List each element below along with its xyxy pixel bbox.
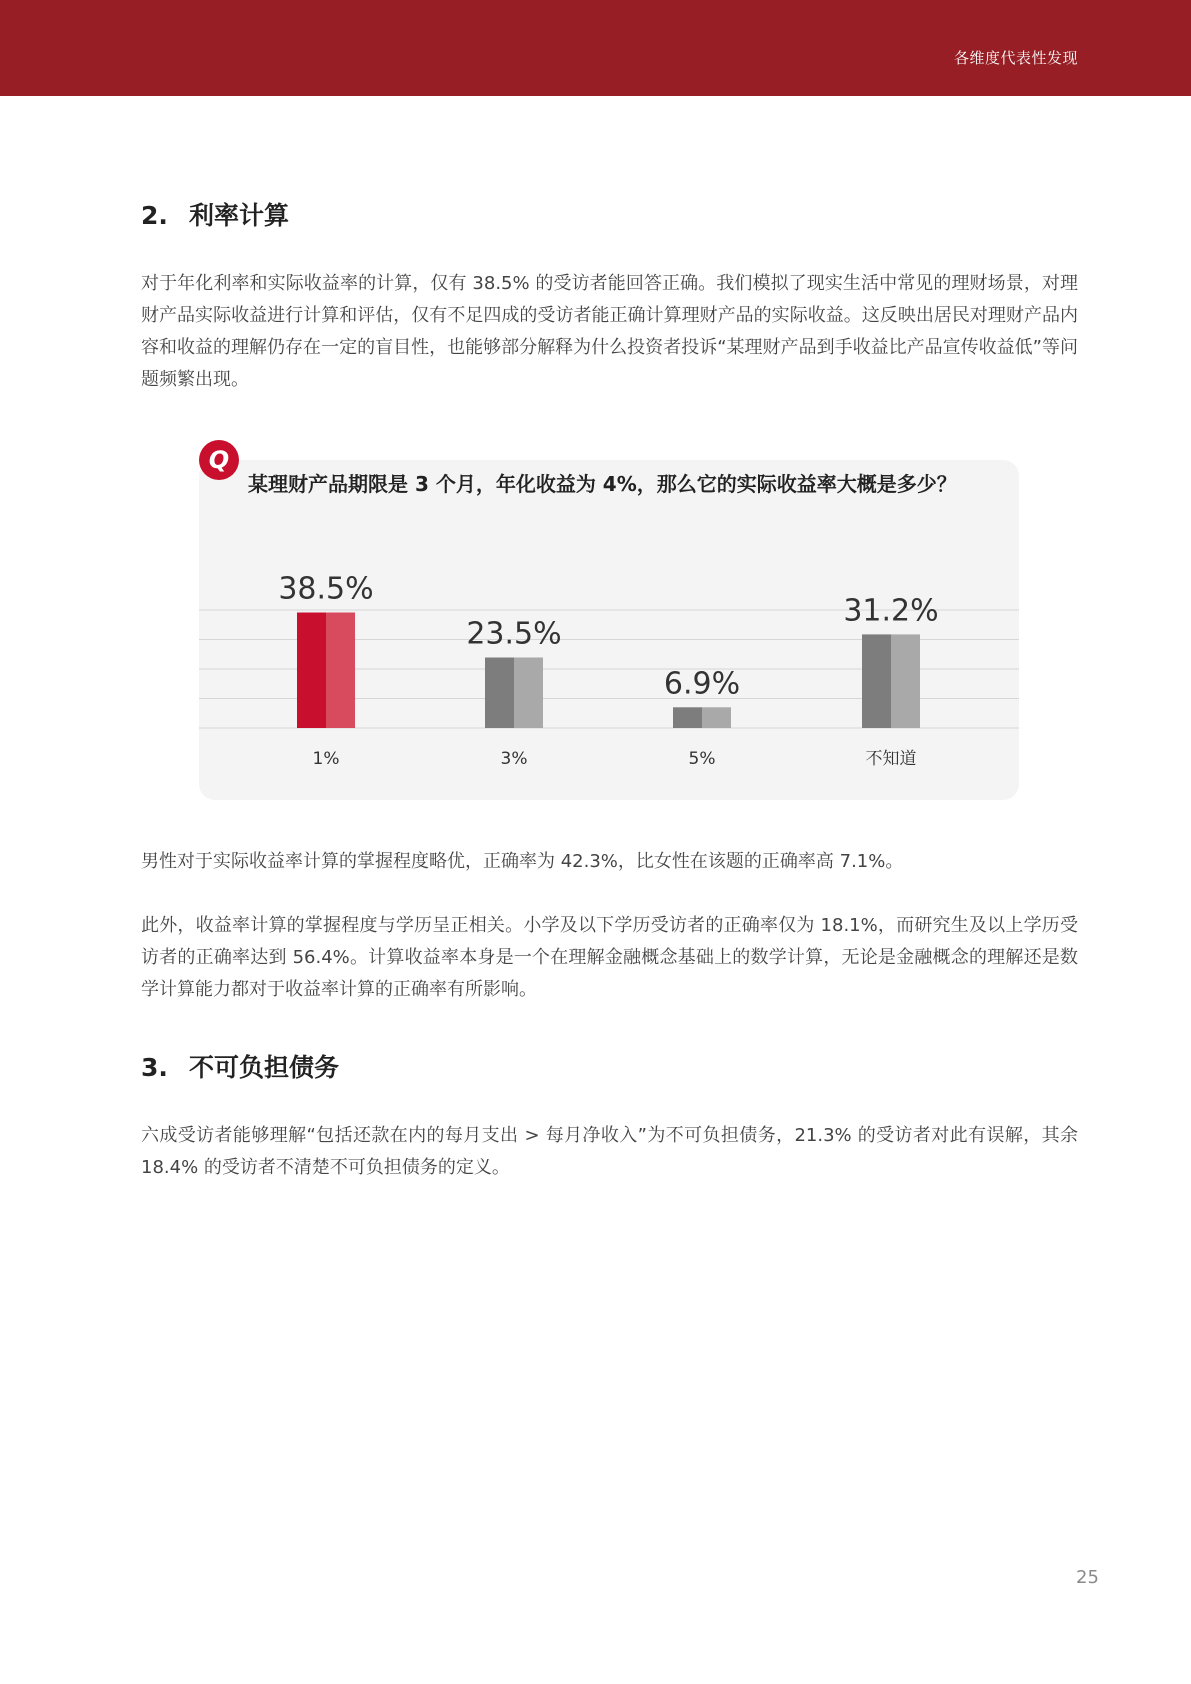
section-3-number: 3.: [141, 1053, 168, 1082]
chart-bar-right-half: [326, 613, 355, 729]
question-text: 某理财产品期限是 3 个月，年化收益为 4%，那么它的实际收益率大概是多少？: [248, 472, 957, 496]
section-3-paragraph-1: 六成受访者能够理解“包括还款在内的每月支出 > 每月净收入”为不可负担债务，21.3% 的受访者对此有误解，其余 18.4% 的受访者不清楚不可负担债务的定义。: [141, 1125, 1078, 1178]
section-3-heading: [141, 1048, 339, 1084]
header-band: [0, 0, 1191, 96]
chart-value-label: 38.5%: [278, 571, 374, 607]
chart-value-label: 31.2%: [843, 593, 939, 629]
chart-category-label: 3%: [500, 749, 528, 769]
section-2-number: 2.: [141, 201, 168, 230]
chart-category-label: 5%: [688, 749, 716, 769]
chart-value-label: 6.9%: [663, 666, 741, 702]
chart-bar-left-half: [485, 658, 514, 729]
bar-chart: [199, 460, 1019, 800]
section-3-title: 不可负担债务: [189, 1053, 340, 1082]
section-2-heading: [141, 196, 289, 232]
chart-bar-left-half: [297, 613, 326, 729]
section-2-paragraph-1: 对于年化利率和实际收益率的计算，仅有 38.5% 的受访者能回答正确。我们模拟了现实生活中常见的理财场景，对理财产品实际收益进行计算和评估，仅有不足四成的受访者能正确计算理财产品的实际收益。这反映出居民对理财产品内容和收益的理解仍存在一定的盲目性，也能够部分解释为什么投资者投诉“某理财产品到手收益比产品宣传收益低”等问题频繁出现。: [141, 273, 1078, 390]
section-2-paragraph-3: 此外，收益率计算的掌握程度与学历呈正相关。小学及以下学历受访者的正确率仅为 18.1%，而研究生及以上学历受访者的正确率达到 56.4%。计算收益率本身是一个在理解金融概念基础上的数学计算，无论是金融概念的理解还是数学计算能力都对于收益率计算的正确率有所影响。: [141, 915, 1078, 1000]
chart-category-label: 1%: [312, 749, 340, 769]
chart-bar-right-half: [891, 634, 920, 728]
header-title: 各维度代表性发现: [953, 49, 1078, 67]
question-badge: Q: [199, 440, 239, 480]
chart-category-label: 不知道: [865, 749, 917, 769]
chart-value-label: 23.5%: [466, 616, 562, 652]
section-2-title: 利率计算: [189, 201, 290, 230]
chart-bar-left-half: [862, 634, 891, 728]
chart-bars: [297, 613, 920, 729]
section-2-paragraph-2: 男性对于实际收益率计算的掌握程度略优，正确率为 42.3%，比女性在该题的正确率高 7.1%。: [141, 851, 904, 872]
chart-bar-right-half: [514, 658, 543, 729]
chart-labels: [278, 572, 938, 770]
chart-bar-left-half: [673, 707, 702, 728]
page-number: 25: [1076, 1567, 1099, 1588]
chart-bar-right-half: [702, 707, 731, 728]
